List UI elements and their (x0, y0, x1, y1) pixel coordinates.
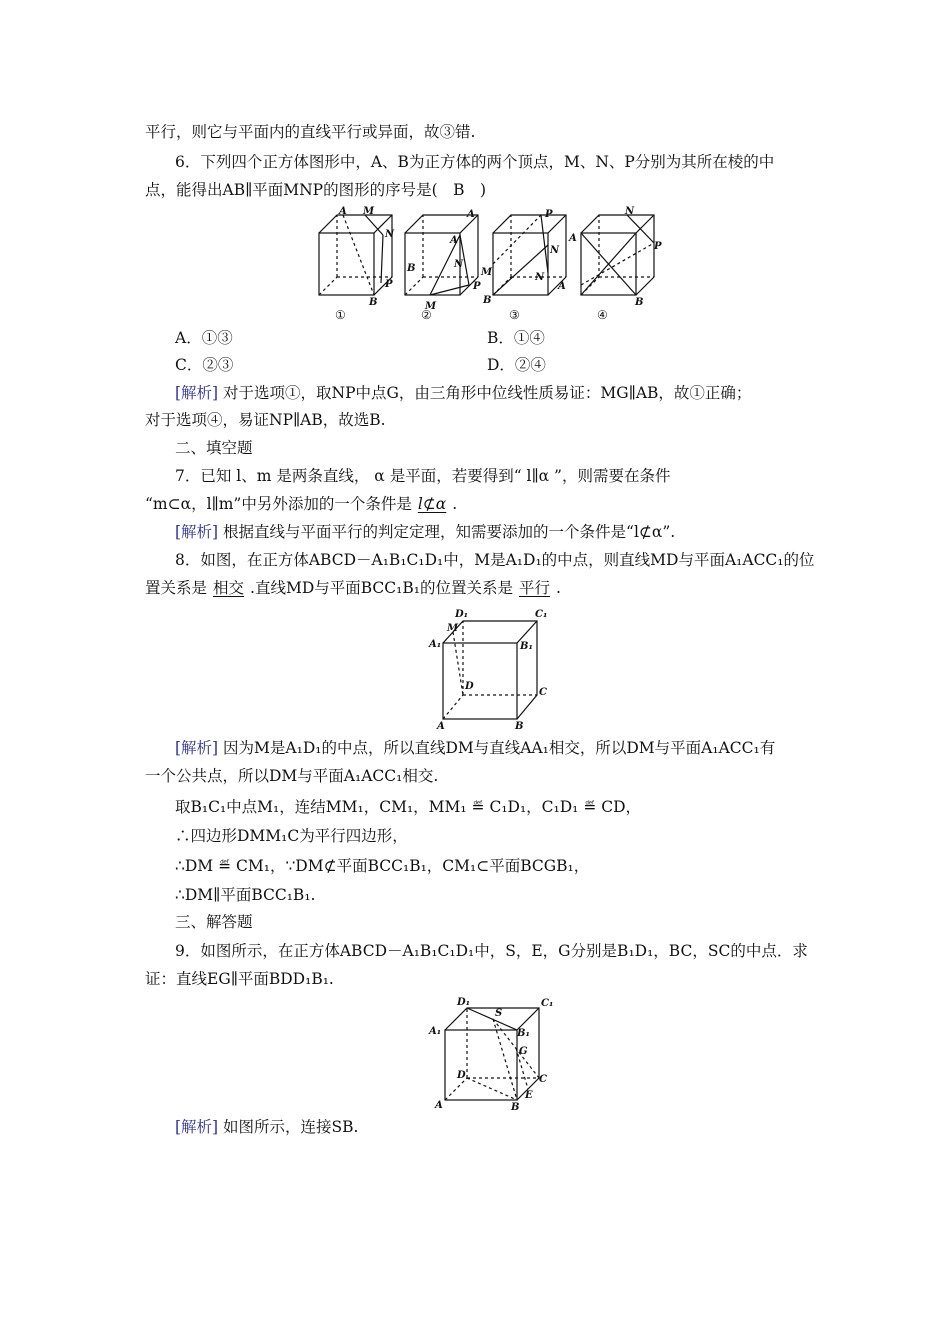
q7-line2-text: “m⊂α，l∥m”中另外添加的一个条件是 (145, 495, 412, 513)
fig-label-1: ① (335, 308, 346, 322)
fig-label-2: ② (421, 308, 432, 322)
svg-text:M: M (425, 301, 437, 312)
svg-text:A: A (569, 233, 577, 244)
svg-text:N: N (385, 229, 395, 240)
q9-jiexi-text: 如图所示，连接SB. (223, 1118, 359, 1136)
q9-line1: 9．如图所示，在正方体ABCD－A₁B₁C₁D₁中，S，E，G分别是B₁D₁，BC，SC的中点．求 (175, 942, 808, 960)
q8-line2-text-a: 置关系是 (145, 579, 208, 597)
q6-jiexi-line2: 对于选项④，易证NP∥AB，故选B. (145, 411, 386, 429)
svg-text:C: C (539, 1074, 547, 1085)
svg-text:P: P (385, 279, 393, 290)
section-3-heading: 三、解答题 (175, 913, 253, 931)
q6-option-a: A．①③ (175, 329, 233, 347)
q8-line1: 8．如图，在正方体ABCD－A₁B₁C₁D₁中，M是A₁D₁的中点，则直线MD与平面A₁ACC₁的位 (175, 551, 815, 569)
q8-line2 (145, 577, 561, 599)
svg-text:A: A (437, 721, 445, 730)
q9-jiexi (175, 1116, 358, 1138)
q6-line1: 6．下列四个正方体图形中，A、B为正方体的两个顶点，M、N、P分别为其所在棱的中 (175, 153, 775, 171)
q8-step4: ∴DM∥平面BCC₁B₁. (175, 886, 316, 904)
q7-jiexi-text: 根据直线与平面平行的判定定理，知需要添加的一个条件是“l⊄α”. (223, 523, 676, 541)
q8-line2-text-b: .直线MD与平面BCC₁B₁的位置关系是 (250, 579, 513, 597)
q6-option-d: D．②④ (487, 356, 546, 374)
q8-answer1: 相交 (213, 579, 245, 597)
svg-text:C₁: C₁ (541, 998, 554, 1009)
jiexi-tag: [解析] (175, 1118, 219, 1136)
q8-answer2: 平行 (518, 579, 550, 597)
q8-cube-figure (425, 605, 555, 730)
svg-text:D: D (457, 1070, 466, 1081)
svg-text:A: A (558, 281, 566, 292)
svg-text:C: C (539, 687, 547, 698)
q7-jiexi (175, 521, 675, 543)
q8-step2: ∴四边形DMM₁C为平行四边形， (175, 827, 408, 845)
jiexi-tag: [解析] (175, 384, 219, 402)
q8-line2-end: . (556, 579, 561, 597)
svg-text:G: G (519, 1046, 528, 1057)
jiexi-tag: [解析] (175, 739, 219, 757)
svg-text:B: B (483, 295, 492, 306)
svg-text:B: B (515, 721, 524, 730)
svg-text:D₁: D₁ (455, 609, 469, 620)
svg-text:P: P (545, 209, 553, 220)
q7-line1: 7．已知 l、m 是两条直线， α 是平面，若要得到“ l∥α ”，则需要在条件 (175, 467, 671, 485)
q8-jiexi-text: 因为M是A₁D₁的中点，所以直线DM与直线AA₁相交，所以DM与平面A₁ACC₁有 (223, 739, 776, 757)
svg-text:A: A (467, 209, 475, 220)
svg-text:E: E (525, 1090, 533, 1101)
svg-text:S: S (495, 1008, 503, 1019)
svg-text:B: B (511, 1102, 520, 1111)
svg-text:N: N (535, 272, 545, 283)
svg-text:P: P (473, 281, 481, 292)
q8-step3: ∴DM ≝ CM₁，∵DM⊄平面BCC₁B₁，CM₁⊂平面BCGB₁， (175, 857, 590, 875)
svg-text:A₁: A₁ (429, 639, 442, 650)
svg-text:C₁: C₁ (535, 609, 548, 620)
svg-text:A: A (435, 1100, 443, 1111)
section-2-heading: 二、填空题 (175, 439, 253, 457)
fig-label-4: ④ (597, 308, 608, 322)
q6-jiexi-line1 (175, 382, 751, 404)
svg-text:D₁: D₁ (457, 997, 471, 1008)
q7-line2 (145, 493, 457, 515)
svg-text:N: N (454, 259, 464, 270)
intro-line: 平行，则它与平面内的直线平行或异面，故③错. (145, 123, 476, 141)
svg-text:B₁: B₁ (517, 1028, 530, 1039)
q8-jiexi-line2: 一个公共点，所以DM与平面A₁ACC₁相交. (145, 767, 439, 785)
jiexi-tag: [解析] (175, 523, 219, 541)
q8-step1: 取B₁C₁中点M₁，连结MM₁，CM₁，MM₁ ≝ C₁D₁，C₁D₁ ≝ CD， (175, 798, 642, 816)
svg-text:M: M (363, 206, 375, 217)
svg-text:B₁: B₁ (520, 641, 533, 652)
q6-cube-figures (305, 205, 675, 325)
svg-text:B: B (369, 297, 378, 308)
q6-option-b: B．①④ (487, 329, 545, 347)
svg-text:B: B (407, 263, 416, 274)
svg-text:M: M (447, 623, 459, 634)
svg-text:P: P (654, 241, 662, 252)
svg-text:A: A (450, 235, 458, 246)
svg-text:D: D (465, 681, 474, 692)
q6-line2: 点，能得出AB∥平面MNP的图形的序号是( B ) (145, 181, 487, 199)
q6-option-c: C．②③ (175, 356, 234, 374)
q9-line2: 证：直线EG∥平面BDD₁B₁. (145, 970, 334, 988)
svg-text:N: N (550, 245, 560, 256)
svg-text:B: B (635, 297, 644, 308)
svg-text:M: M (481, 267, 493, 278)
q8-jiexi-line1 (175, 737, 775, 759)
q9-cube-figure (425, 996, 560, 1111)
q7-line2-end: . (452, 495, 458, 513)
q7-answer: l⊄α (417, 495, 447, 513)
svg-text:A: A (339, 206, 347, 217)
svg-text:N: N (625, 206, 635, 217)
svg-text:A₁: A₁ (429, 1026, 442, 1037)
fig-label-3: ③ (509, 308, 520, 322)
q6-jiexi-text: 对于选项①，取NP中点G，由三角形中位线性质易证：MG∥AB，故①正确； (223, 384, 752, 402)
